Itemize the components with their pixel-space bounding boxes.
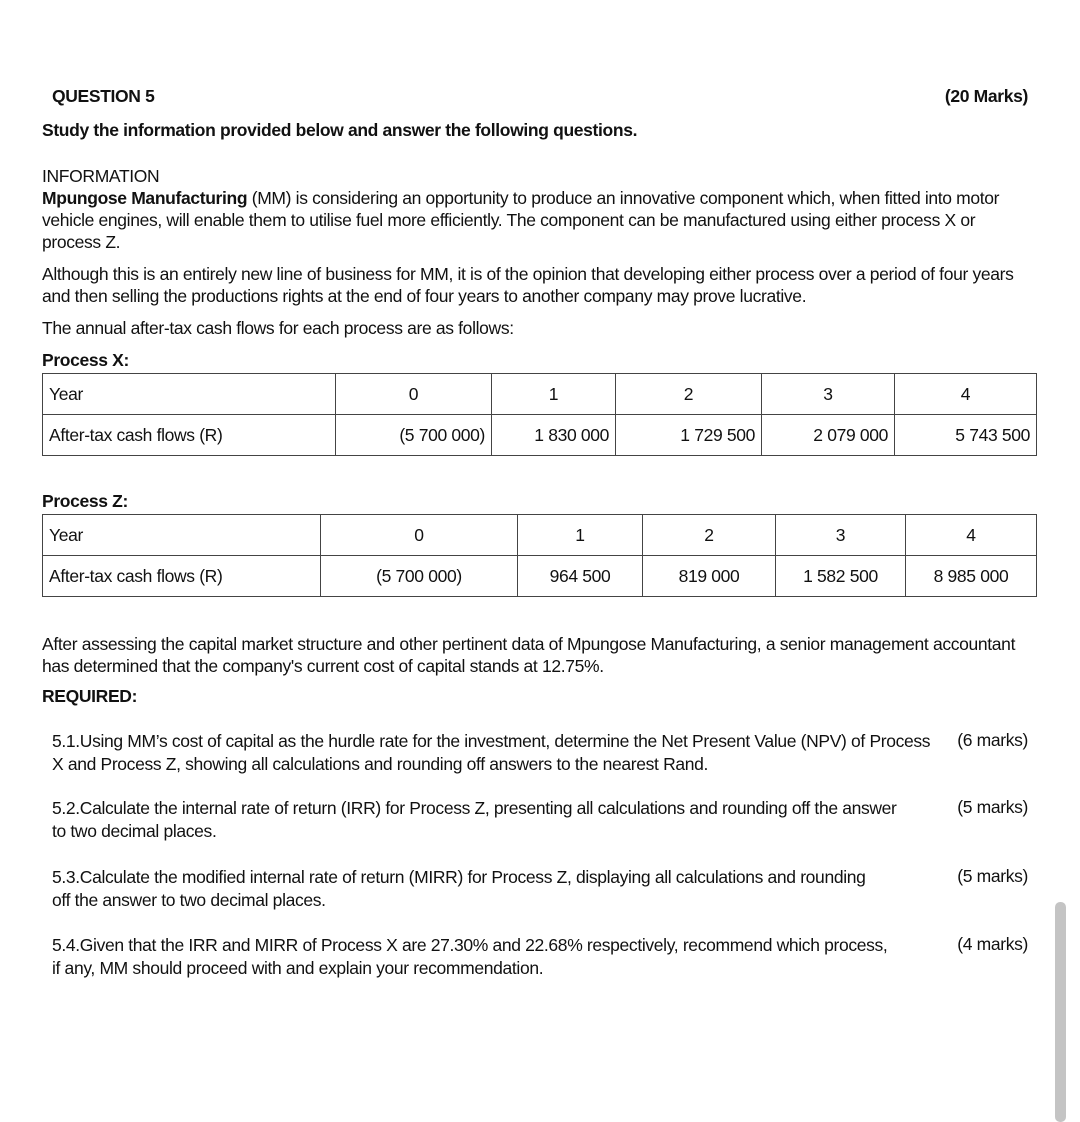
year-cell: 0: [336, 374, 492, 415]
table-row: [43, 556, 1037, 597]
cf-label: After-tax cash flows (R): [43, 556, 321, 597]
year-cell: 3: [762, 374, 895, 415]
year-cell: 1: [518, 515, 643, 556]
information-heading: INFORMATION: [42, 166, 160, 186]
marks-5-2: (5 marks): [957, 797, 1028, 817]
cash-flow-cell: 2 079 000: [762, 415, 895, 456]
company-name: Mpungose Manufacturing: [42, 188, 248, 208]
cash-flow-cell: 8 985 000: [906, 556, 1037, 597]
year-cell: 4: [895, 374, 1037, 415]
year-label: Year: [43, 374, 336, 415]
table-row: [43, 415, 1037, 456]
cash-flow-cell: 1 830 000: [492, 415, 616, 456]
year-cell: 2: [643, 515, 776, 556]
cost-of-capital-text: After assessing the capital market structure and other pertinent data of Mpungose Manufacturing, a senior management accountant has determined that the company's current cost of capital stands at 12.75%.: [42, 634, 1016, 676]
process-x-title: Process X:: [42, 350, 129, 370]
cash-flow-cell: 1 582 500: [776, 556, 906, 597]
process-z-title: Process Z:: [42, 491, 128, 511]
year-cell: 0: [321, 515, 518, 556]
required-item-5-4: 5.4.Given that the IRR and MIRR of Process X are 27.30% and 22.68% respectively, recommend which process, if any, MM should proceed with and explain your recommendation.: [52, 935, 888, 978]
required-item-5-2: 5.2.Calculate the internal rate of return (IRR) for Process Z, presenting all calculations and rounding off the answer to two decimal places.: [52, 798, 897, 841]
process-z-table: [42, 514, 1037, 597]
table-row: [43, 515, 1037, 556]
cash-flow-cell: 964 500: [518, 556, 643, 597]
year-cell: 1: [492, 374, 616, 415]
marks-5-3: (5 marks): [957, 866, 1028, 886]
question-title: QUESTION 5: [52, 86, 155, 106]
cash-flow-cell: 1 729 500: [616, 415, 762, 456]
cf-label: After-tax cash flows (R): [43, 415, 336, 456]
cash-flow-cell: 5 743 500: [895, 415, 1037, 456]
cash-flow-cell: 819 000: [643, 556, 776, 597]
marks-5-4: (4 marks): [957, 934, 1028, 954]
year-cell: 2: [616, 374, 762, 415]
information-para2: Although this is an entirely new line of business for MM, it is of the opinion that developing either process over a period of four years and then selling the productions rights at the end of four years to another company may prove lucrative.: [42, 264, 1014, 306]
instruction: Study the information provided below and answer the following questions.: [42, 120, 638, 140]
marks-5-1: (6 marks): [957, 730, 1028, 750]
table-row: [43, 374, 1037, 415]
question-marks: (20 Marks): [944, 86, 1028, 106]
para1-text: (MM) is considering an opportunity to produce an innovative component which, when fitted into motor vehicle engines, will enable them to utilise fuel more efficiently. The component can be manufactured using either process X or process Z.: [42, 188, 1000, 252]
information-para3: The annual after-tax cash flows for each process are as follows:: [42, 318, 514, 338]
year-label: Year: [43, 515, 321, 556]
cash-flow-cell: (5 700 000): [321, 556, 518, 597]
year-cell: 4: [906, 515, 1037, 556]
required-item-5-3: 5.3.Calculate the modified internal rate of return (MIRR) for Process Z, displaying all calculations and rounding off the answer to two decimal places.: [52, 867, 866, 910]
required-item-5-1: 5.1.Using MM’s cost of capital as the hurdle rate for the investment, determine the Net Present Value (NPV) of Process X and Process Z, showing all calculations and rounding off answers to the nearest Rand.: [52, 731, 931, 774]
process-x-table: [42, 373, 1037, 456]
required-heading: REQUIRED:: [42, 686, 138, 706]
information-para1: [42, 187, 1038, 253]
year-cell: 3: [776, 515, 906, 556]
information-section: [42, 165, 1038, 339]
cash-flow-cell: (5 700 000): [336, 415, 492, 456]
scrollbar-thumb[interactable]: [1055, 902, 1066, 1122]
